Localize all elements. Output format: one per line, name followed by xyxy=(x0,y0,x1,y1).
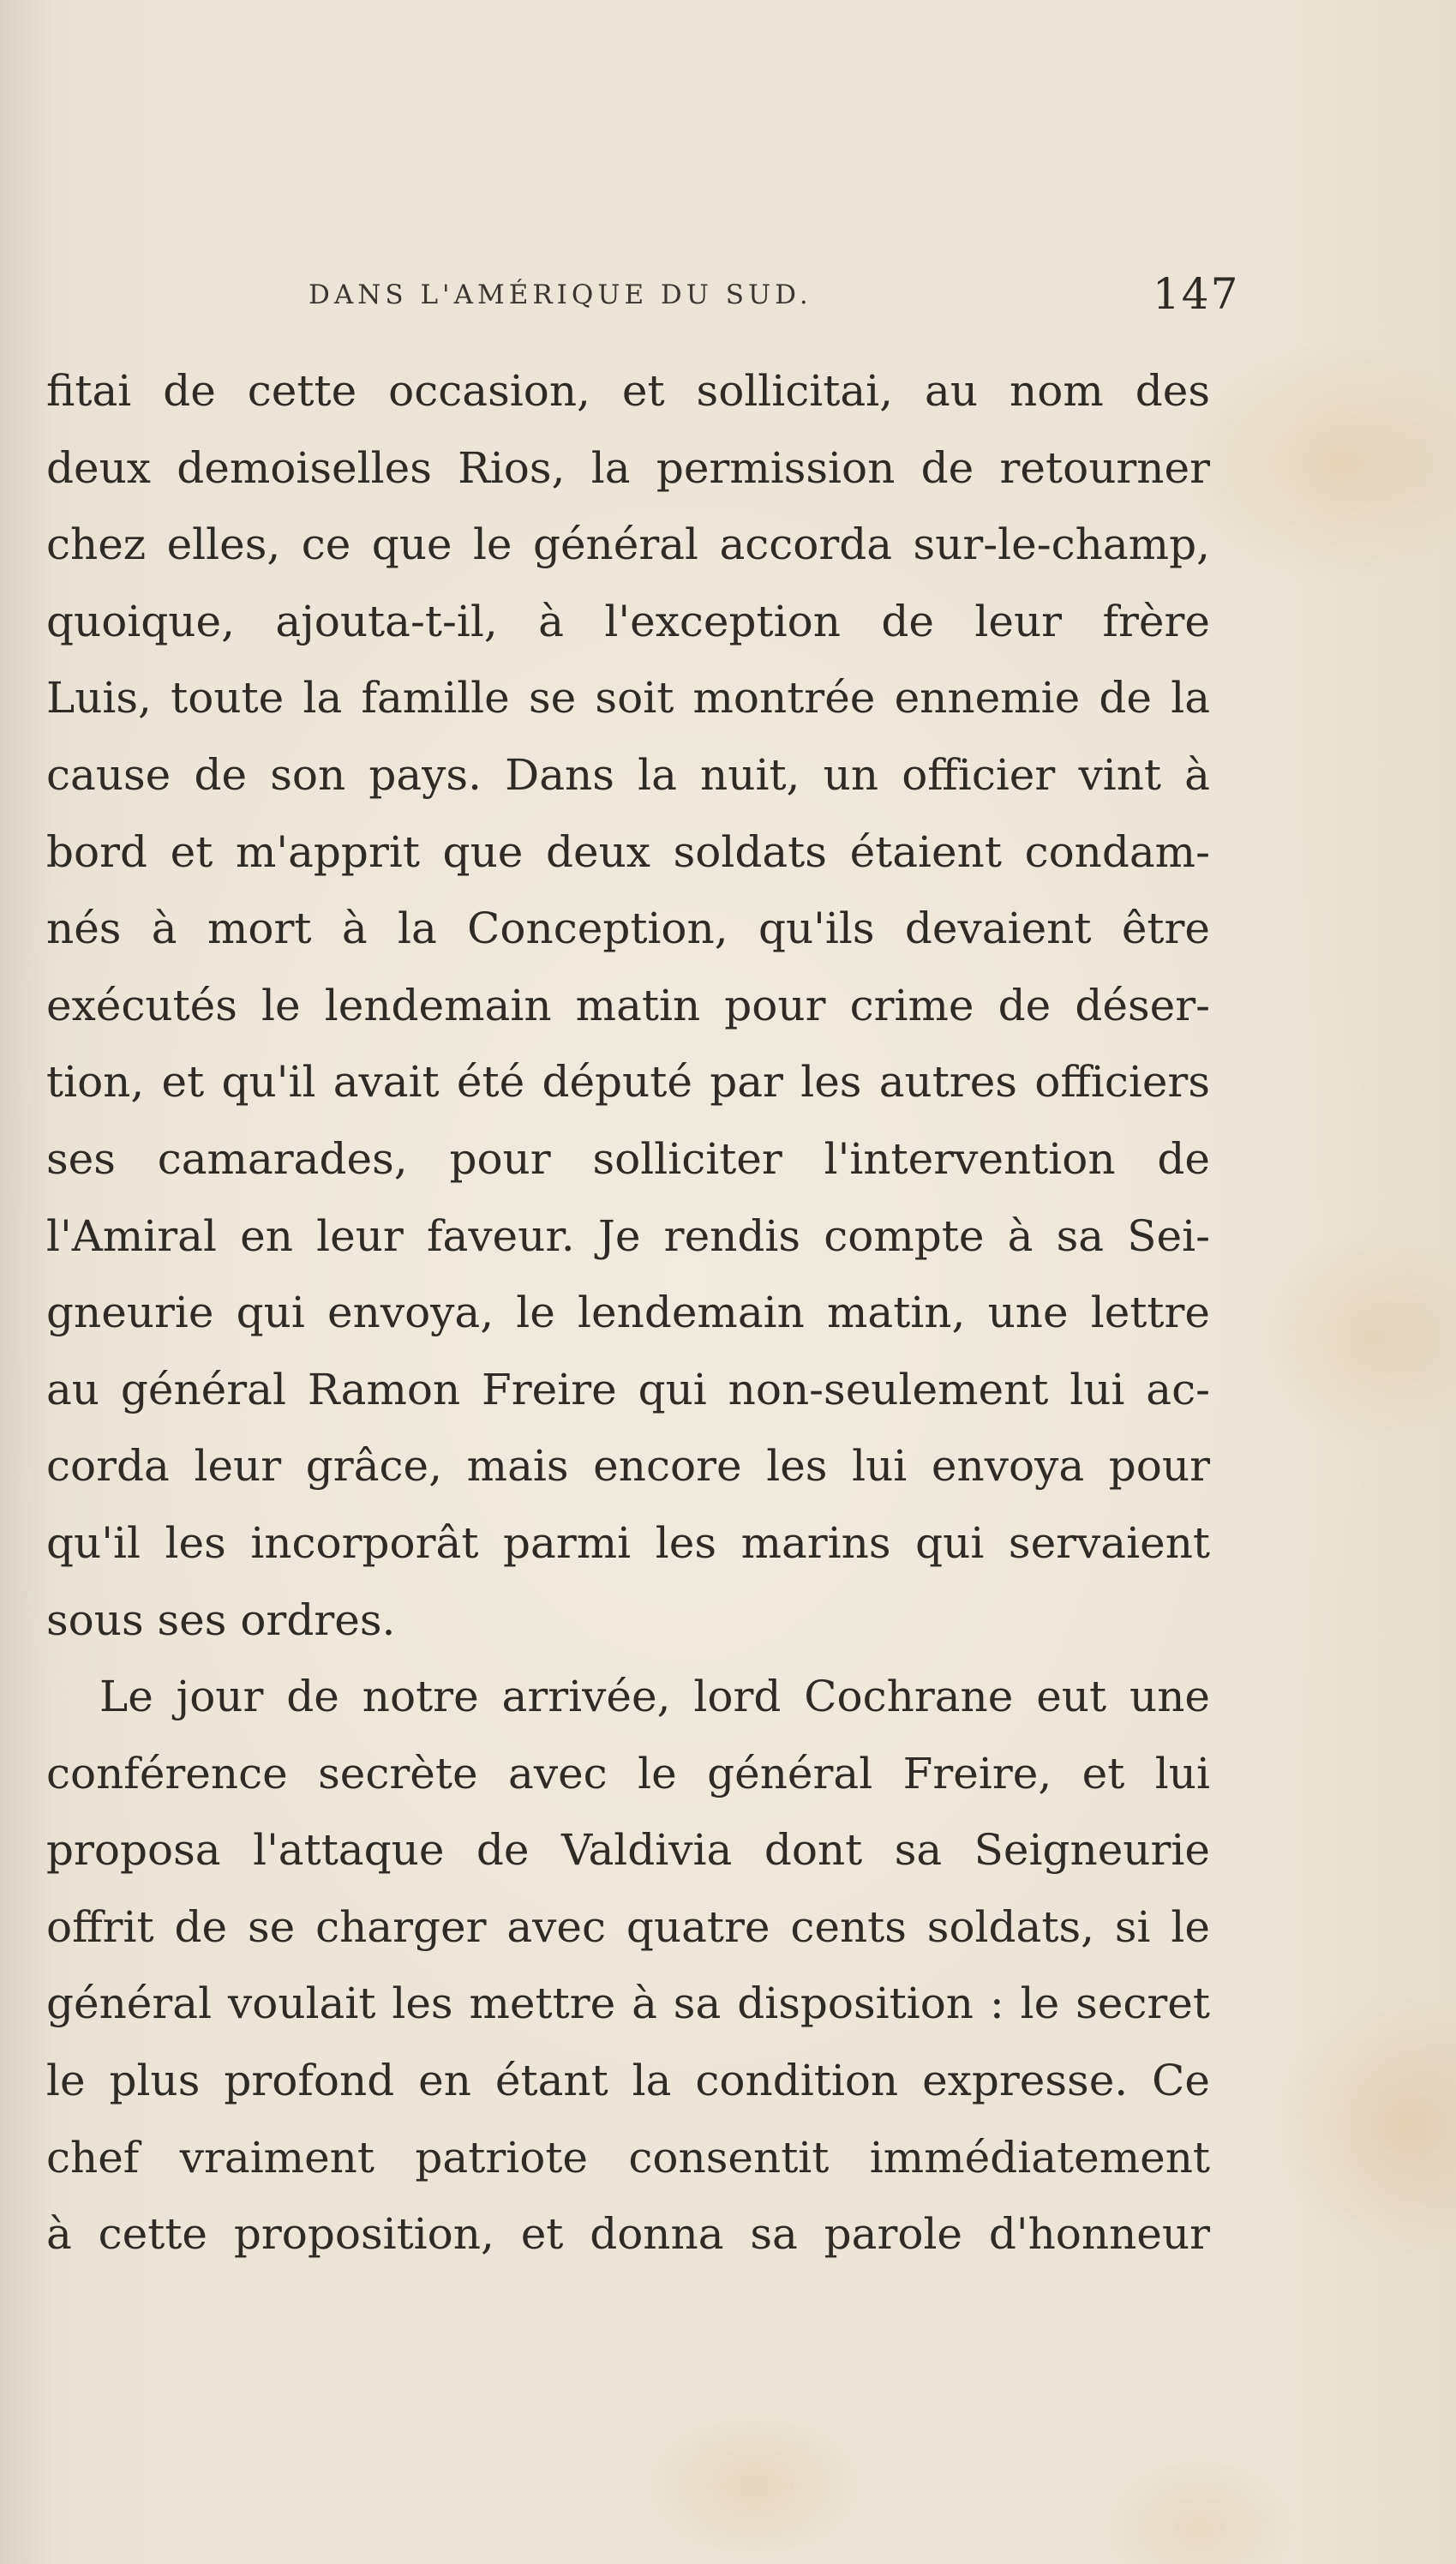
text-line: chez elles, ce que le général accorda sur-le-champ, xyxy=(46,519,1210,570)
paragraph-2 xyxy=(46,1659,1210,2273)
text-line: corda leur grâce, mais encore les lui envoya pour xyxy=(46,1441,1210,1492)
text-line: le plus profond en étant la condition expresse. Ce xyxy=(46,2056,1210,2106)
text-line: tion, et qu'il avait été député par les autres officiers xyxy=(46,1057,1210,1108)
text-line: quoique, ajouta-t-il, à l'exception de leur frère xyxy=(46,596,1210,646)
text-line: à cette proposition, et donna sa parole d'honneur xyxy=(46,2209,1210,2260)
text-line: fitai de cette occasion, et sollicitai, au nom des xyxy=(46,366,1210,416)
text-line: exécutés le lendemain matin pour crime de déser- xyxy=(46,980,1210,1030)
text-line: nés à mort à la Conception, qu'ils devaient être xyxy=(46,904,1210,954)
text-line: gneurie qui envoya, le lendemain matin, une lettre xyxy=(46,1288,1210,1338)
text-line: proposa l'attaque de Valdivia dont sa Seigneurie xyxy=(46,1825,1210,1876)
text-line: conférence secrète avec le général Freire, et lui xyxy=(46,1748,1210,1798)
text-line: bord et m'apprit que deux soldats étaient condam- xyxy=(46,826,1210,877)
text-line: qu'il les incorporât parmi les marins qui servaient xyxy=(46,1517,1210,1568)
page-number: 147 xyxy=(1153,269,1240,319)
text-line: l'Amiral en leur faveur. Je rendis compte à sa Sei- xyxy=(46,1210,1210,1261)
text-line: au général Ramon Freire qui non-seulement lui ac- xyxy=(46,1364,1210,1414)
text-line: deux demoiselles Rios, la permission de retourner xyxy=(46,442,1210,493)
text-line: ses camarades, pour solliciter l'intervention de xyxy=(46,1133,1210,1184)
text-line: Le jour de notre arrivée, lord Cochrane eut une xyxy=(99,1672,1210,1722)
text-line: offrit de se charger avec quatre cents soldats, si le xyxy=(46,1901,1210,1952)
text-line: général voulait les mettre à sa disposition : le secret xyxy=(46,1979,1210,2029)
paragraph-1 xyxy=(46,353,1210,1659)
text-line: cause de son pays. Dans la nuit, un officier vint à xyxy=(46,749,1210,800)
text-line: chef vraiment patriote consentit immédiatement xyxy=(46,2132,1210,2183)
text-line: sous ses ordres. xyxy=(46,1594,396,1645)
body-text xyxy=(46,353,1210,2273)
running-head: DANS L'AMÉRIQUE DU SUD. xyxy=(309,279,812,310)
text-line: Luis, toute la famille se soit montrée ennemie de la xyxy=(46,673,1210,724)
